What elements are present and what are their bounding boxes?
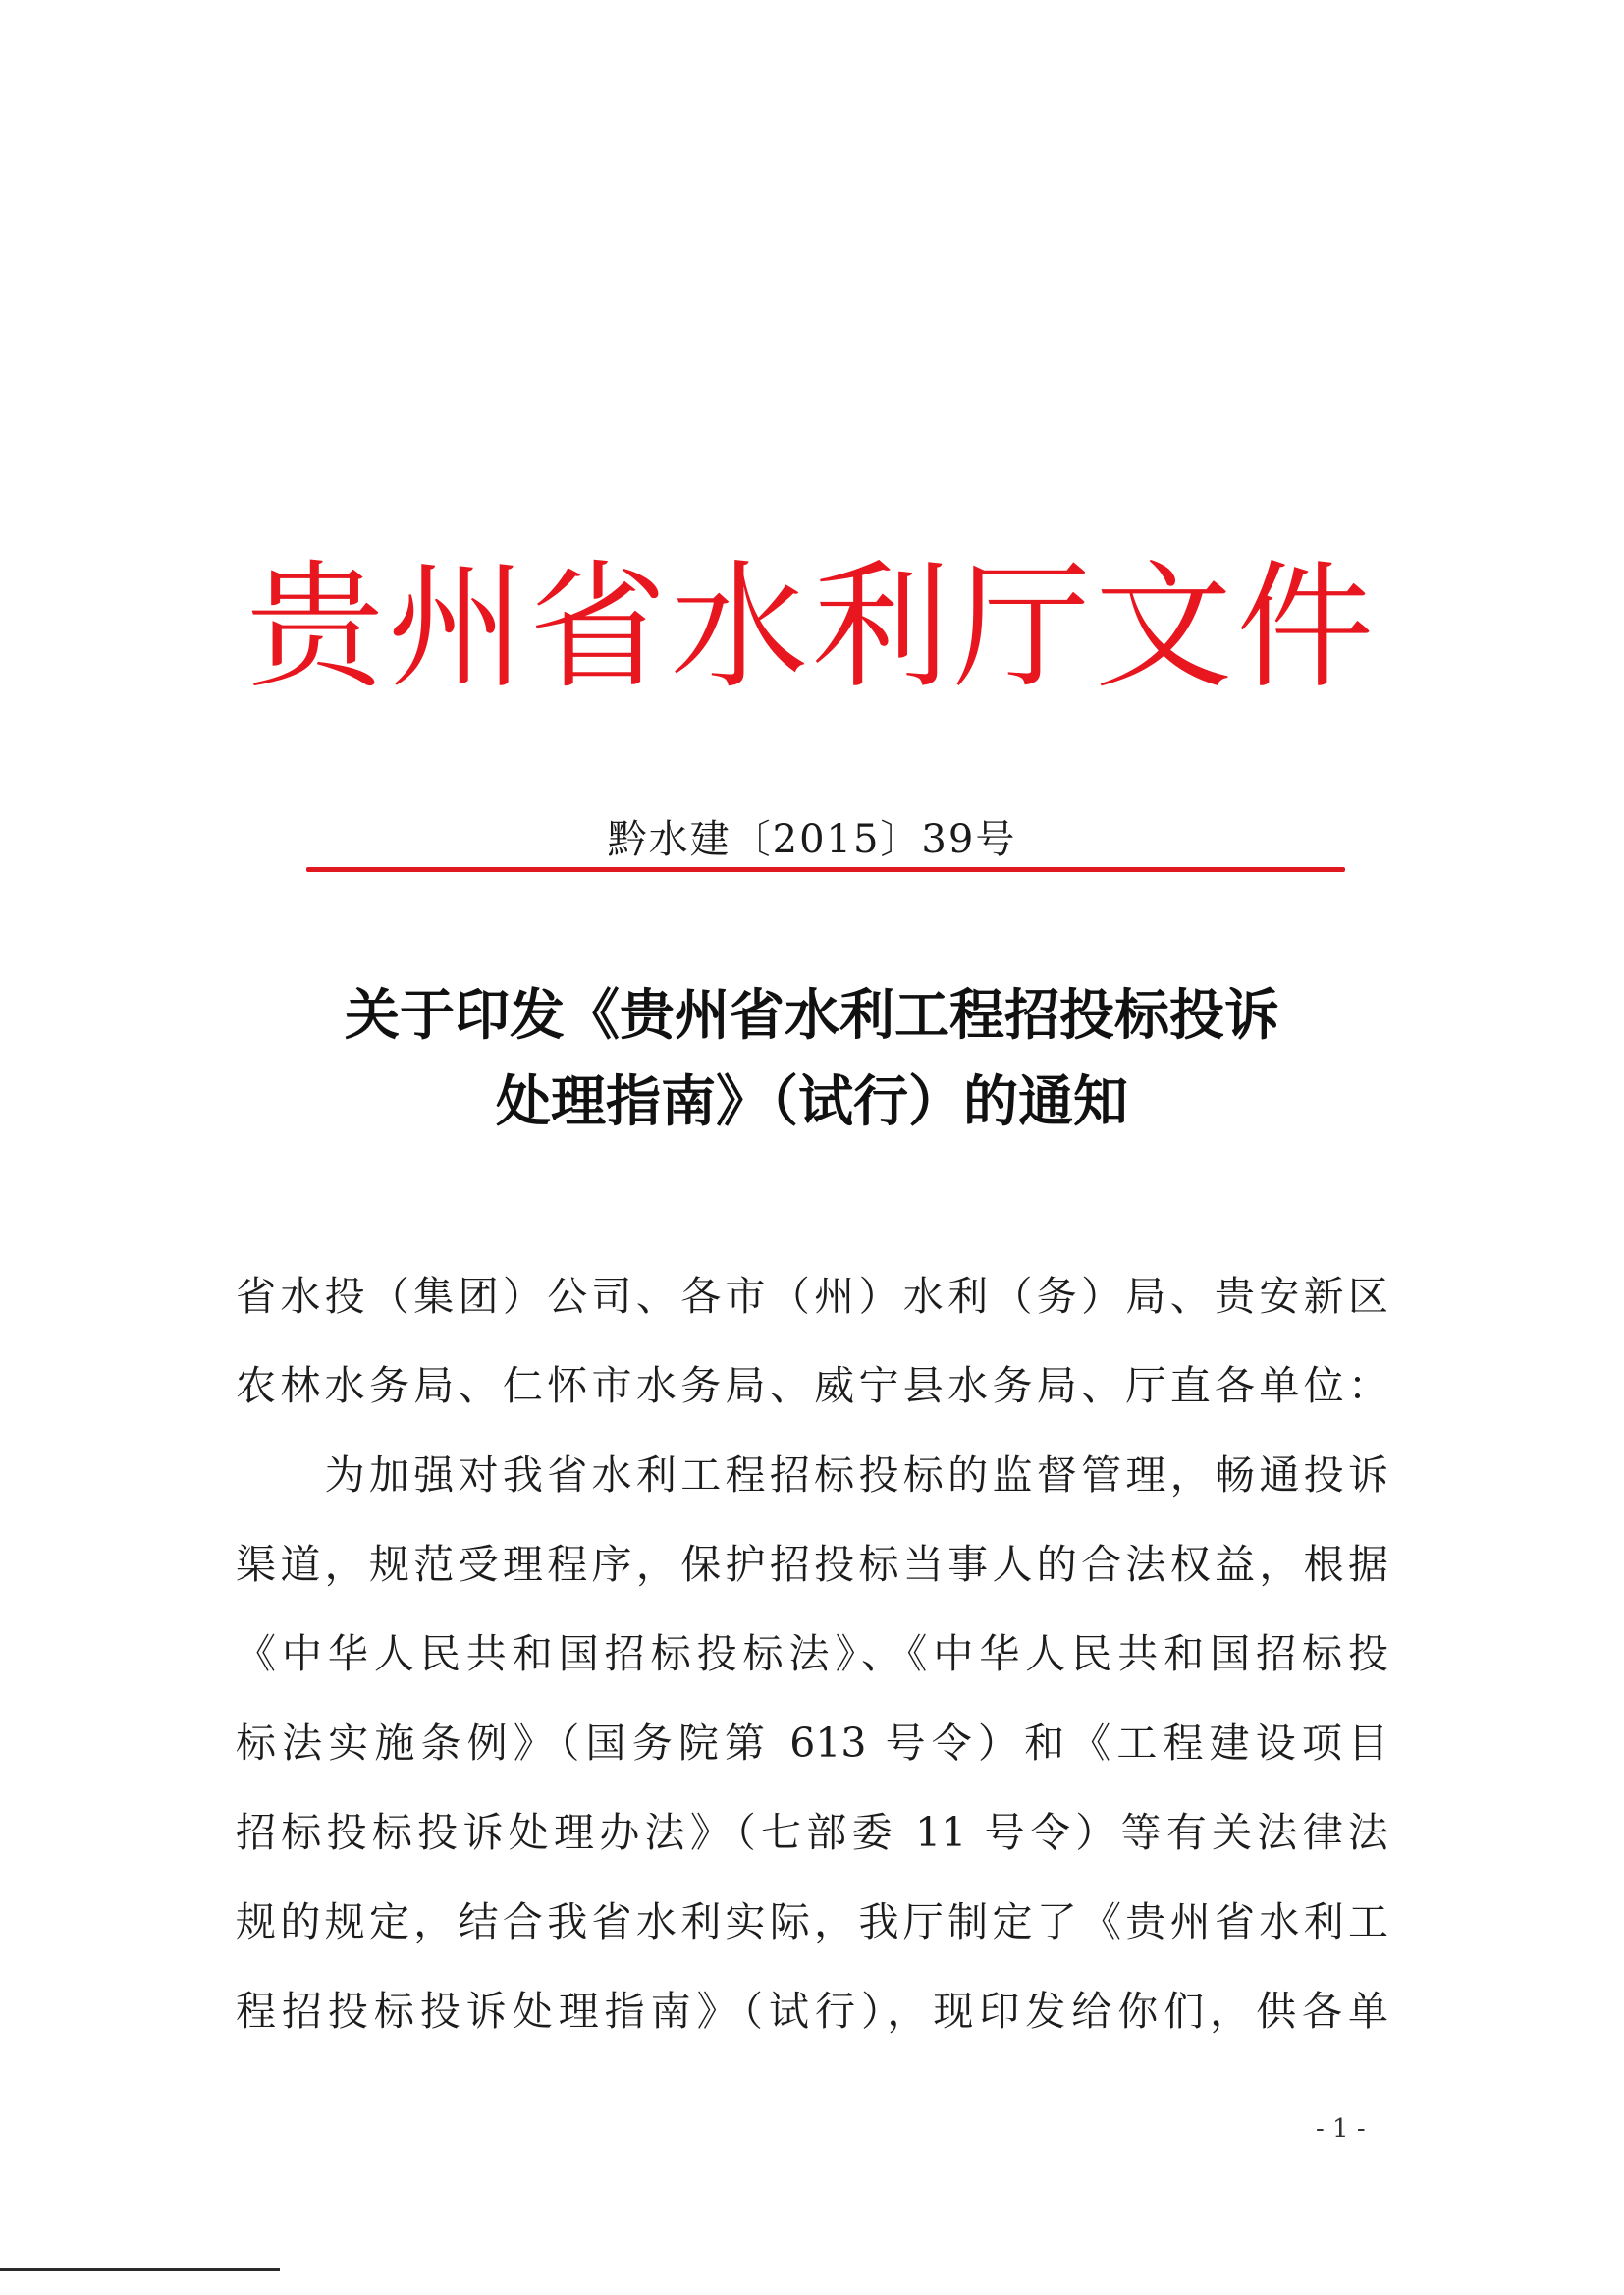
- body-line: 《中华人民共和国招标投标法》、《中华人民共和国招标投: [236, 1630, 1388, 1677]
- body-line: 程招投标投诉处理指南》（试行），现印发给你们，供各单: [236, 1988, 1388, 2035]
- page-number: - 1 -: [1316, 2114, 1366, 2144]
- notice-body: [236, 1252, 1388, 2056]
- body-line: 规的规定，结合我省水利实际，我厅制定了《贵州省水利工: [236, 1898, 1388, 1945]
- scan-edge-mark: [0, 2268, 280, 2271]
- body-line: 渠道，规范受理程序，保护招投标当事人的合法权益，根据: [236, 1541, 1388, 1588]
- body-line: 为加强对我省水利工程招标投标的监督管理，畅通投诉: [236, 1451, 1388, 1499]
- masthead-title: 贵州省水利厅文件: [245, 548, 1378, 708]
- title-line: 关于印发《贵州省水利工程招投标投诉: [345, 983, 1279, 1048]
- body-line: 农林水务局、仁怀市水务局、威宁县水务局、厅直各单位：: [236, 1362, 1388, 1409]
- document-number: 黔水建〔2015〕39号: [607, 817, 1017, 862]
- red-separator-rule: [306, 867, 1345, 872]
- notice-title: [0, 972, 1624, 1145]
- body-line: 省水投（集团）公司、各市（州）水利（务）局、贵安新区: [236, 1273, 1388, 1320]
- body-line: 标法实施条例》（国务院第 613 号令）和《工程建设项目: [236, 1720, 1388, 1767]
- body-line: 招标投标投诉处理办法》（七部委 11 号令）等有关法律法: [236, 1809, 1388, 1856]
- title-line: 处理指南》（试行）的通知: [496, 1069, 1128, 1134]
